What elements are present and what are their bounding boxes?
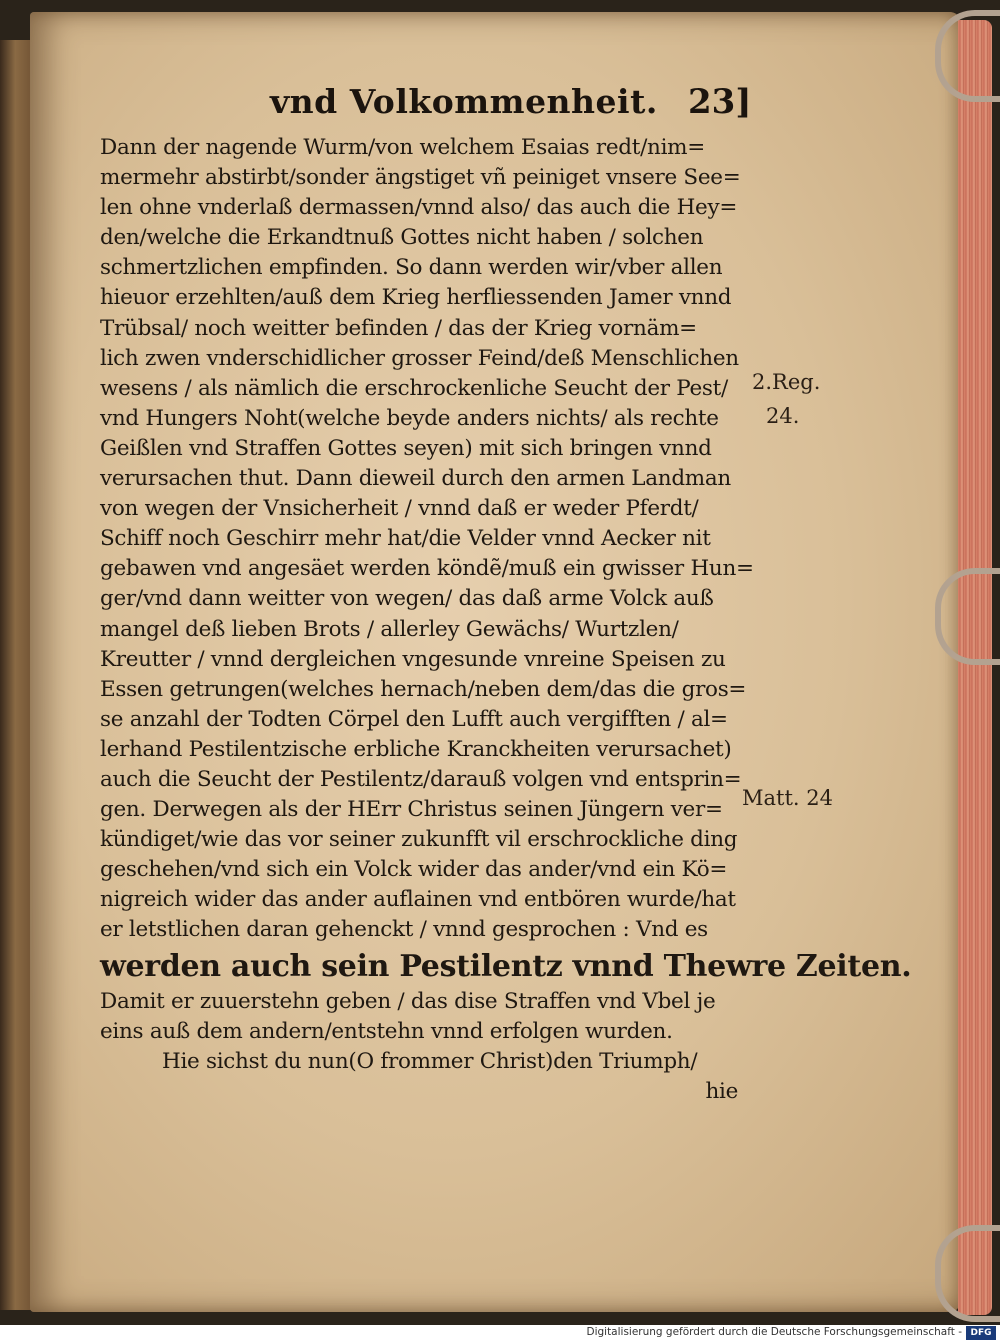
- text-line: Schiff noch Geschirr mehr hat/die Velder vnnd Aecker nit: [100, 526, 711, 552]
- paragraph-start-line: Hie sichst du nun(O frommer Christ)den Triumph/: [162, 1048, 698, 1074]
- text-line: geschehen/vnd sich ein Volck wider das ander/vnd ein Kö=: [100, 857, 728, 883]
- text-line: den/welche die Erkandtnuß Gottes nicht haben / solchen: [100, 225, 704, 251]
- footer-bar: [0, 1325, 1000, 1342]
- text-line: len ohne vnderlaß dermassen/vnnd also/ das auch die Hey=: [100, 195, 738, 221]
- text-line: gebawen vnd angesäet werden köndẽ/muß ein gwisser Hun=: [100, 556, 754, 582]
- text-line: Essen getrungen(welches hernach/neben dem/das die gros=: [100, 676, 747, 702]
- text-line: er letstlichen daran gehenckt / vnnd gesprochen : Vnd es: [100, 917, 708, 943]
- text-line: Kreutter / vnnd dergleichen vngesunde vnreine Speisen zu: [100, 646, 726, 672]
- text-line: Damit er zuuerstehn geben / das dise Straffen vnd Vbel je: [100, 988, 716, 1014]
- clasp-top: [935, 10, 1000, 102]
- text-line: auch die Seucht der Pestilentz/darauß volgen vnd entsprin=: [100, 766, 742, 792]
- text-line: verursachen thut. Dann dieweil durch den armen Landman: [100, 466, 731, 492]
- text-line: schmertzlichen empfinden. So dann werden wir/vber allen: [100, 255, 723, 281]
- text-line: von wegen der Vnsicherheit / vnnd daß er weder Pferdt/: [100, 496, 699, 522]
- text-line: Geißlen vnd Straffen Gottes seyen) mit sich bringen vnnd: [100, 435, 712, 461]
- text-line: eins auß dem andern/entstehn vnnd erfolgen wurden.: [100, 1018, 673, 1044]
- text-line: wesens / als nämlich die erschrockenliche Seucht der Pest/: [100, 375, 728, 401]
- text-line: lerhand Pestilentzische erbliche Kranckheiten verursachet): [100, 736, 732, 762]
- text-line: se anzahl der Todten Cörpel den Lufft auch vergifften / al=: [100, 706, 728, 732]
- text-line: hieuor erzehlten/auß dem Krieg herfliessenden Jamer vnnd: [100, 285, 732, 311]
- margin-note-reg-chapter: 24.: [766, 404, 800, 428]
- text-line: mermehr abstirbt/sonder ängstiget vñ peiniget vnsere See=: [100, 165, 741, 191]
- text-line: nigreich wider das ander auflainen vnd entbören wurde/hat: [100, 887, 736, 913]
- text-line: mangel deß lieben Brots / allerley Gewächs/ Wurtzlen/: [100, 616, 679, 642]
- text-line: ger/vnd dann weitter von wegen/ das daß arme Volck auß: [100, 586, 714, 612]
- running-head: vnd Volkommenheit.: [270, 82, 658, 121]
- margin-note-matt: Matt. 24: [742, 786, 833, 810]
- clasp-middle: [935, 568, 1000, 665]
- funding-notice: Digitalisierung gefördert durch die Deutsche Forschungsgemeinschaft -: [586, 1326, 962, 1338]
- catchword: hie: [705, 1078, 738, 1104]
- text-line: kündiget/wie das vor seiner zukunfft vil erschrockliche ding: [100, 827, 738, 853]
- page-block-edge: [958, 20, 992, 1315]
- clasp-bottom: [935, 1225, 1000, 1322]
- dfg-logo: DFG: [966, 1326, 996, 1340]
- margin-note-reg: 2.Reg.: [752, 370, 821, 394]
- text-line: lich zwen vnderschidlicher grosser Feind/deß Menschlichen: [100, 345, 739, 371]
- page-number: 23]: [688, 82, 752, 122]
- text-line: Trübsal/ noch weitter befinden / das der Krieg vornäm=: [100, 315, 697, 341]
- text-line: Dann der nagende Wurm/von welchem Esaias redt/nim=: [100, 135, 705, 160]
- emphasized-quote-line: werden auch sein Pestilentz vnnd Thewre Zeiten.: [100, 948, 912, 984]
- text-line: vnd Hungers Noht(welche beyde anders nichts/ als rechte: [100, 405, 719, 431]
- text-line: gen. Derwegen als der HErr Christus seinen Jüngern ver=: [100, 797, 723, 823]
